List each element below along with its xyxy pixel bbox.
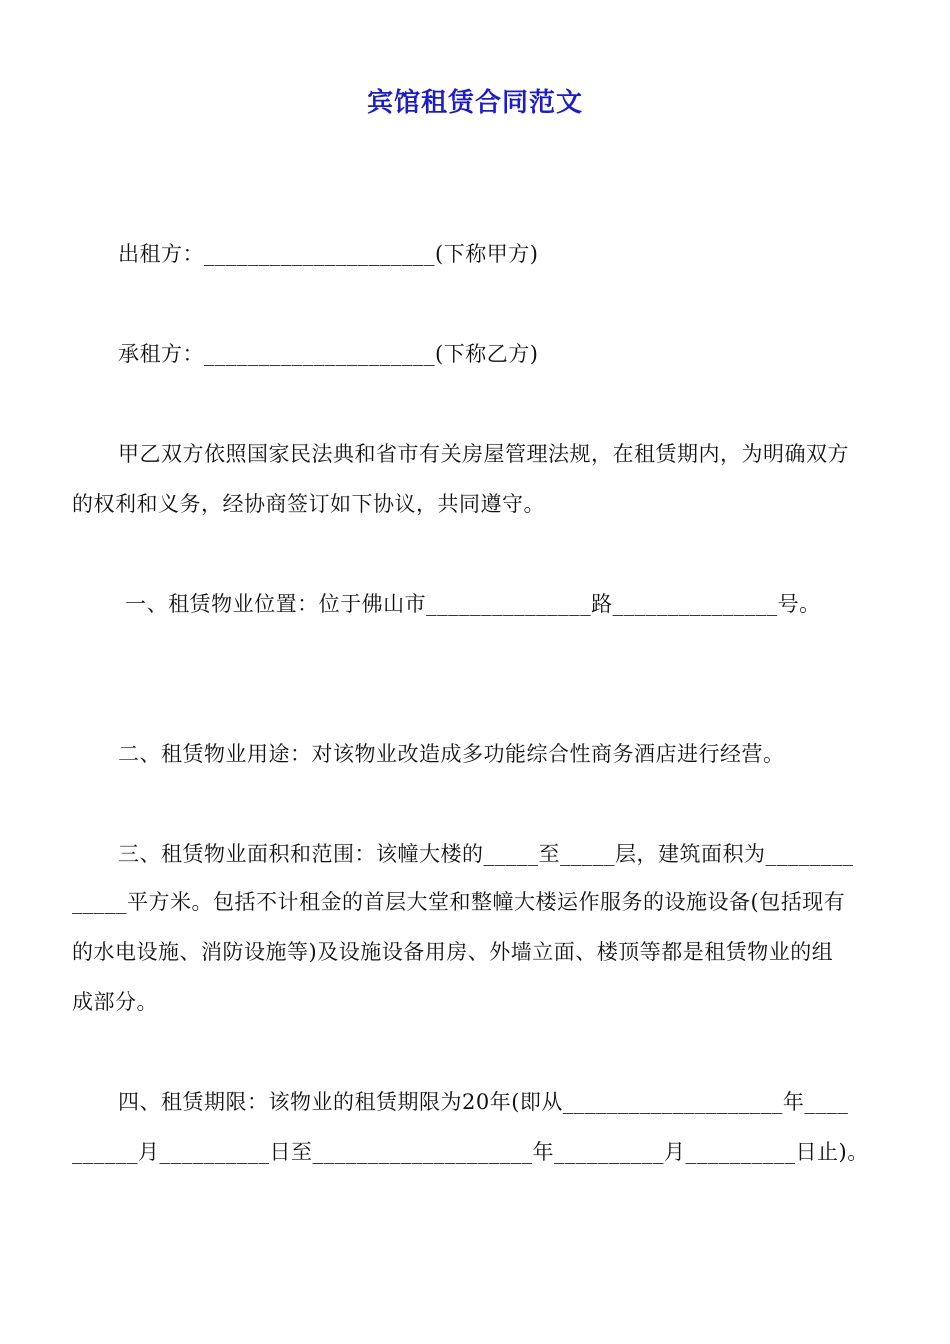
clause-4-line-2: ______月__________日至____________________年__________月__________日止)。 [72,1140,869,1164]
preamble-line-1: 甲乙双方依照国家民法典和省市有关房屋管理法规，在租赁期内，为明确双方 [118,442,849,466]
preamble-line-2: 的权利和义务，经协商签订如下协议，共同遵守。 [72,492,545,516]
document-title: 宾馆租赁合同范文 [366,88,583,118]
clause-3-line-2: _____平方米。包括不计租金的首层大堂和整幢大楼运作服务的设施设备(包括现有 [72,890,846,914]
clause-4-line-1: 四、租赁期限：该物业的租赁期限为20年(即从____________________年____ [118,1090,849,1114]
clause-3-line-1: 三、租赁物业面积和范围：该幢大楼的_____至_____层，建筑面积为________ [118,842,854,866]
clause-3-line-4: 成部分。 [72,990,158,1014]
lessor-line: 出租方：_____________________(下称甲方) [118,242,539,266]
clause-1-location: 一、租赁物业位置：位于佛山市_______________路_______________号。 [118,592,821,616]
clause-2-usage: 二、租赁物业用途：对该物业改造成多功能综合性商务酒店进行经营。 [118,742,785,766]
lessee-line: 承租方：_____________________(下称乙方) [118,342,539,366]
clause-3-line-3: 的水电设施、消防设施等)及设施设备用房、外墙立面、楼顶等都是租赁物业的组 [72,940,834,964]
